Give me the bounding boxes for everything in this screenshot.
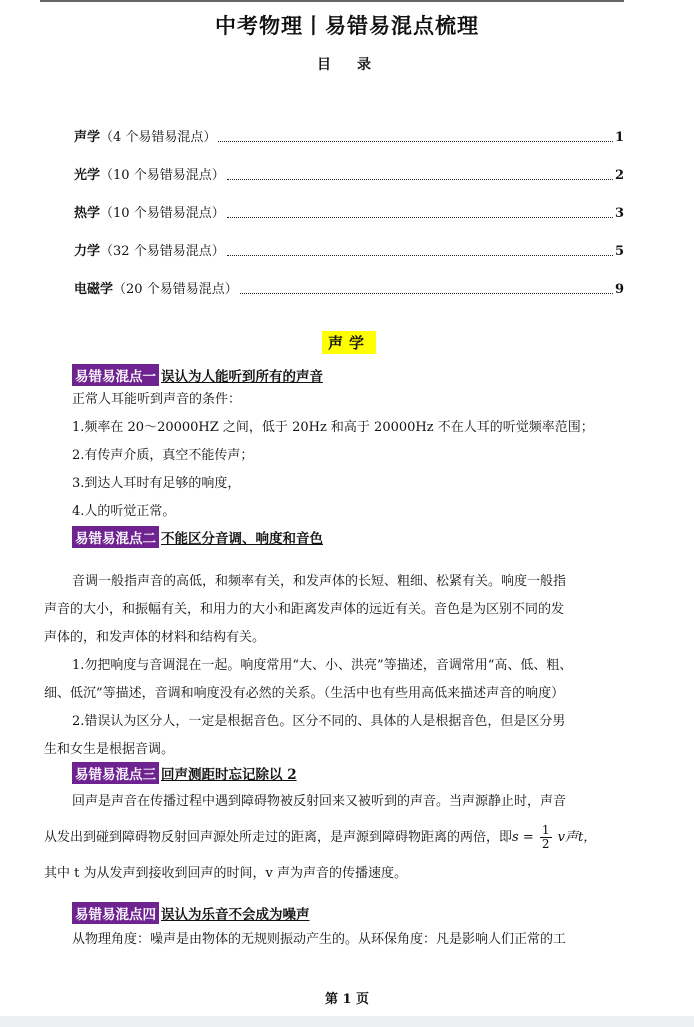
point-tag: 易错易混点三 <box>72 762 159 784</box>
paragraph-line: 其中 t 为从发声到接收到回声的时间，v 声为声音的传播速度。 <box>44 866 407 881</box>
paragraph: 1.频率在 20～20000HZ 之间，低于 20Hz 和高于 20000Hz 不在人耳的听觉频率范围； <box>72 420 594 435</box>
toc-leader <box>218 141 613 142</box>
point-tag: 易错易混点一 <box>72 364 159 386</box>
paragraph-line: 音调一般指声音的高低，和频率有关，和发声体的长短、粗细、松紧有关。响度一般指 <box>72 574 567 589</box>
point-three-heading-wrap <box>72 762 632 784</box>
toc-detail: （32 个易错易混点） <box>100 244 225 259</box>
point-four-heading-wrap <box>72 902 632 924</box>
paragraph: 正常人耳能听到声音的条件： <box>72 392 242 407</box>
toc-entry[interactable] <box>74 107 624 145</box>
point-four-body <box>44 926 630 954</box>
toc-leader <box>227 217 613 218</box>
paragraph-line: 生和女生是根据音调。 <box>44 742 175 757</box>
formula-context: 从发出到碰到障碍物反射回声源处所走过的距离，是声源到障碍物距离的两倍，即 <box>44 830 513 845</box>
point-tag: 易错易混点四 <box>72 902 159 924</box>
formula-lhs: s = <box>512 830 534 845</box>
table-of-contents <box>74 107 624 297</box>
point-title: 回声测距时忘记除以 2 <box>161 767 297 783</box>
fraction-numerator: 1 <box>541 823 550 837</box>
paragraph-line <box>44 816 630 860</box>
toc-leader <box>240 293 613 294</box>
toc-entry[interactable] <box>74 183 624 221</box>
paragraph-line: 回声是声音在传播过程中遇到障碍物被反射回来又被听到的声音。当声源静止时，声音 <box>72 794 567 809</box>
toc-detail: （20 个易错易混点） <box>113 282 238 297</box>
toc-subject: 电磁学 <box>74 282 114 297</box>
toc-page: 2 <box>614 168 624 183</box>
paragraph-line: 细、低沉”等描述，音调和响度没有必然的关系。（生活中也有些用高低来描述声音的响度） <box>44 686 565 701</box>
toc-page: 5 <box>614 244 624 259</box>
paragraph-line: 声音的大小，和振幅有关，和用力的大小和距离发声体的远近有关。音色是为区别不同的发 <box>44 602 565 617</box>
document-title: 中考物理丨易错易混点梳理 <box>215 13 479 38</box>
section-title: 声学 <box>322 331 376 354</box>
point-two-body <box>44 568 630 764</box>
top-rule <box>40 0 624 2</box>
formula-rhs: v声t， <box>557 830 597 845</box>
paragraph: 2.有传声介质，真空不能传声； <box>72 448 254 463</box>
toc-entry[interactable] <box>74 259 624 297</box>
formula-fraction <box>540 824 552 851</box>
toc-page: 1 <box>614 130 624 145</box>
paragraph-line: 声体的，和发声体的材料和结构有关。 <box>44 630 266 645</box>
point-heading <box>72 526 632 548</box>
point-tag: 易错易混点二 <box>72 526 159 548</box>
point-heading <box>72 902 632 924</box>
paragraph: 4.人的听觉正常。 <box>72 504 176 519</box>
toc-leader <box>227 255 613 256</box>
paragraph-line: 从物理角度：噪声是由物体的无规则振动产生的。从环保角度：凡是影响人们正常的工 <box>72 932 567 947</box>
paragraph: 3.到达人耳时有足够的响度， <box>72 476 241 491</box>
point-title: 不能区分音调、响度和音色 <box>161 531 323 547</box>
point-three-body <box>44 788 630 888</box>
point-heading <box>72 364 632 386</box>
toc-page: 3 <box>614 206 624 221</box>
toc-detail: （10 个易错易混点） <box>100 206 225 221</box>
toc-leader <box>227 179 613 180</box>
point-title: 误认为人能听到所有的声音 <box>161 369 323 385</box>
echo-formula <box>512 824 596 852</box>
section-content <box>72 364 632 548</box>
toc-entry[interactable] <box>74 145 624 183</box>
viewer-bottom-bar <box>0 1016 694 1027</box>
paragraph-line: 1.勿把响度与音调混在一起。响度常用“大、小、洪亮”等描述，音调常用“高、低、粗、 <box>72 658 573 673</box>
toc-subject: 声学 <box>74 130 101 145</box>
toc-subject: 力学 <box>74 244 101 259</box>
toc-subject: 热学 <box>74 206 101 221</box>
point-heading <box>72 762 632 784</box>
toc-detail: （10 个易错易混点） <box>100 168 225 183</box>
toc-heading: 目 录 <box>317 57 377 73</box>
toc-page: 9 <box>614 282 624 297</box>
paragraph-line: 2.错误认为区分人，一定是根据音色。区分不同的、具体的人是根据音色，但是区分男 <box>72 714 566 729</box>
page-number: 第 1 页 <box>324 992 370 1007</box>
toc-detail: （4 个易错易混点） <box>100 130 217 145</box>
point-title: 误认为乐音不会成为噪声 <box>161 907 310 923</box>
toc-entry[interactable] <box>74 221 624 259</box>
fraction-denominator: 2 <box>541 837 550 851</box>
toc-subject: 光学 <box>74 168 101 183</box>
